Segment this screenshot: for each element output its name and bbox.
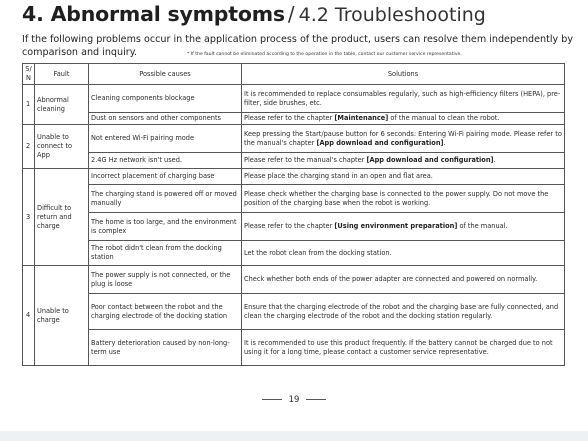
table-row [23, 294, 565, 330]
section-title: 4. Abnormal symptoms [22, 2, 285, 26]
cause-cell: The charging stand is powered off or moved manually [89, 185, 242, 213]
table-row [23, 113, 565, 125]
sn-cell: 3 [23, 169, 35, 266]
table-row [23, 185, 565, 213]
fault-cell: Unable to connect to App [35, 125, 89, 169]
bottom-band [0, 431, 588, 441]
solution-cell: Check whether both ends of the power adapter are connected and powered on normally. [242, 266, 565, 294]
cause-cell: Dust on sensors and other components [89, 113, 242, 125]
table-row [23, 330, 565, 366]
solution-cell: Please refer to the chapter [Using environment preparation] of the manual. [242, 213, 565, 241]
table-header-row [23, 64, 565, 85]
table-row [23, 213, 565, 241]
table-row [23, 125, 565, 153]
cause-cell: Incorrect placement of charging base [89, 169, 242, 185]
solution-cell: Keep pressing the Start/pause button for 6 seconds: Entering Wi-Fi pairing mode. Please refer to the manual's chapter [App download and configuration]. [242, 125, 565, 153]
fault-cell: Abnormal cleaning [35, 85, 89, 125]
page-number: 19 [288, 395, 300, 405]
solution-cell: Let the robot clean from the docking station. [242, 241, 565, 266]
solution-cell: It is recommended to replace consumables regularly, such as high-efficiency filters (HEPA), pre-filter, side brushes, etc. [242, 85, 565, 113]
solution-cell: Ensure that the charging electrode of the robot and the charging base are fully connected, and clean the charging electrode of the robot and the docking station regularly. [242, 294, 565, 330]
table-row [23, 153, 565, 169]
table-row [23, 241, 565, 266]
table-row [23, 266, 565, 294]
solution-cell: It is recommended to use this product frequently. If the battery cannot be charged due to not using it for a long time, please contact a customer service representative. [242, 330, 565, 366]
page-heading [22, 2, 486, 26]
solution-cell: Please place the charging stand in an open and flat area. [242, 169, 565, 185]
cause-cell: Battery deterioration caused by non-long-term use [89, 330, 242, 366]
cause-cell: The robot didn't clean from the docking station [89, 241, 242, 266]
troubleshooting-table [22, 63, 565, 366]
solution-cell: Please check whether the charging base is connected to the power supply. Do not move the position of the charging base when the robot is working. [242, 185, 565, 213]
solution-cell: Please refer to the manual's chapter [App download and configuration]. [242, 153, 565, 169]
table-row [23, 85, 565, 113]
sn-cell: 4 [23, 266, 35, 366]
title-separator: / [287, 2, 295, 26]
fault-cell: Unable to charge [35, 266, 89, 366]
intro-text: If the following problems occur in the application process of the product, users can resolve them independently by comparison and inquiry. [22, 34, 574, 58]
sn-cell: 1 [23, 85, 35, 125]
header-sn: S/N [23, 64, 35, 85]
cause-cell: Poor contact between the robot and the charging electrode of the docking station [89, 294, 242, 330]
subsection-title: 4.2 Troubleshooting [298, 4, 486, 26]
cause-cell: Not entered Wi-Fi pairing mode [89, 125, 242, 153]
cause-cell: Cleaning components blockage [89, 85, 242, 113]
table-row [23, 169, 565, 185]
header-solutions: Solutions [242, 64, 565, 85]
header-causes: Possible causes [89, 64, 242, 85]
page-footer [0, 395, 588, 405]
solution-cell: Please refer to the chapter [Maintenance] of the manual to clean the robot. [242, 113, 565, 125]
cause-cell: The home is too large, and the environment is complex [89, 213, 242, 241]
intro-paragraph [22, 33, 582, 59]
cause-cell: 2.4G Hz network isn't used. [89, 153, 242, 169]
header-fault: Fault [35, 64, 89, 85]
intro-note: * If the fault cannot be eliminated according to the operation in the table, contact our customer service representative. [187, 52, 462, 57]
fault-cell: Difficult to return and charge [35, 169, 89, 266]
sn-cell: 2 [23, 125, 35, 169]
footer-rule-right [306, 399, 326, 400]
cause-cell: The power supply is not connected, or the plug is loose [89, 266, 242, 294]
footer-rule-left [262, 399, 282, 400]
